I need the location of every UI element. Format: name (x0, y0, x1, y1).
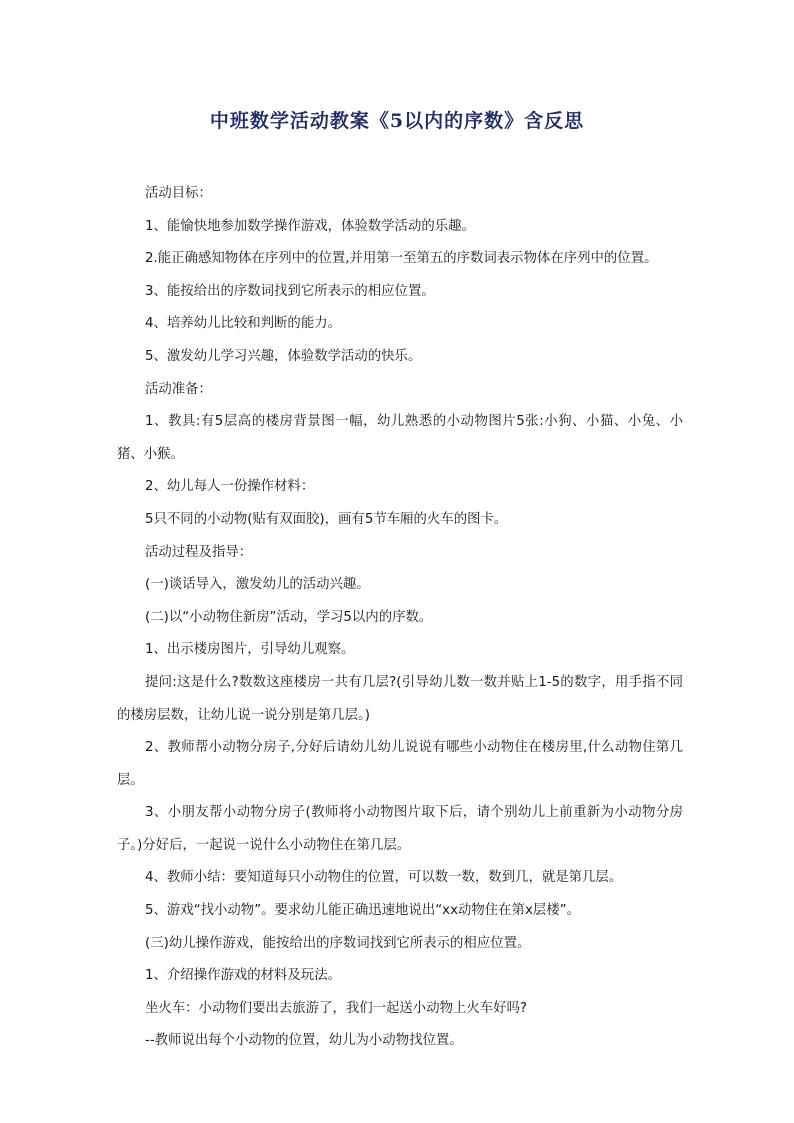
paragraph: 1、出示楼房图片，引导幼儿观察。 (145, 642, 355, 658)
paragraph: (三)幼儿操作游戏，能按给出的序数词找到它所表示的相应位置。 (145, 935, 531, 951)
paragraph: 1、介绍操作游戏的材料及玩法。 (145, 968, 341, 984)
paragraph: 2.能正确感知物体在序列中的位置,并用第一至第五的序数词表示物体在序列中的位置。 (145, 251, 658, 267)
document-title: 中班数学活动教案《5以内的序数》含反思 (209, 110, 585, 132)
paragraph: 提问:这是什么?数数这座楼房一共有几层?(引导幼儿数一数并贴上1-5的数字，用手指不同的楼房层数，让幼儿说一说分别是第几层。) (117, 674, 683, 723)
paragraph: 3、小朋友帮小动物分房子(教师将小动物图片取下后，请个别幼儿上前重新为小动物分房子。)分好后，一起说一说什么小动物住在第几层。 (117, 805, 683, 853)
paragraph: 5、游戏“找小动物”。要求幼儿能正确迅速地说出“xx动物住在第x层楼”。 (145, 903, 580, 919)
paragraph: (一)谈话导入，激发幼儿的活动兴趣。 (145, 577, 370, 593)
paragraph: 坐火车：小动物们要出去旅游了，我们一起送小动物上火车好吗? (145, 1000, 528, 1016)
paragraph: 1、能愉快地参加数学操作游戏，体验数学活动的乐趣。 (145, 218, 475, 234)
document-body (117, 178, 683, 1058)
paragraph: 2、教师帮小动物分房子,分好后请幼儿幼儿说说有哪些小动物住在楼房里,什么动物住第几层。 (117, 740, 683, 788)
paragraph: 3、能按给出的序数词找到它所表示的相应位置。 (145, 283, 435, 299)
paragraph: 活动目标： (145, 186, 212, 201)
paragraph: 5只不同的小动物(贴有双面胶)，画有5节车厢的火车的图卡。 (145, 511, 508, 527)
paragraph: 活动过程及指导： (145, 544, 253, 560)
paragraph: --教师说出每个小动物的位置，幼儿为小动物找位置。 (145, 1033, 463, 1049)
paragraph: 2、幼儿每人一份操作材料： (145, 479, 315, 495)
paragraph: 4、教师小结：要知道每只小动物住的位置，可以数一数，数到几，就是第几层。 (145, 870, 623, 886)
paragraph: (二)以“小动物住新房”活动，学习5以内的序数。 (145, 609, 433, 625)
paragraph: 活动准备： (145, 381, 212, 397)
paragraph: 5、激发幼儿学习兴趣，体验数学活动的快乐。 (145, 348, 422, 364)
paragraph: 1、教具:有5层高的楼房背景图一幅，幼儿熟悉的小动物图片5张:小狗、小猫、小兔、小猪、小猴。 (117, 414, 683, 462)
paragraph: 4、培养幼儿比较和判断的能力。 (145, 316, 341, 332)
